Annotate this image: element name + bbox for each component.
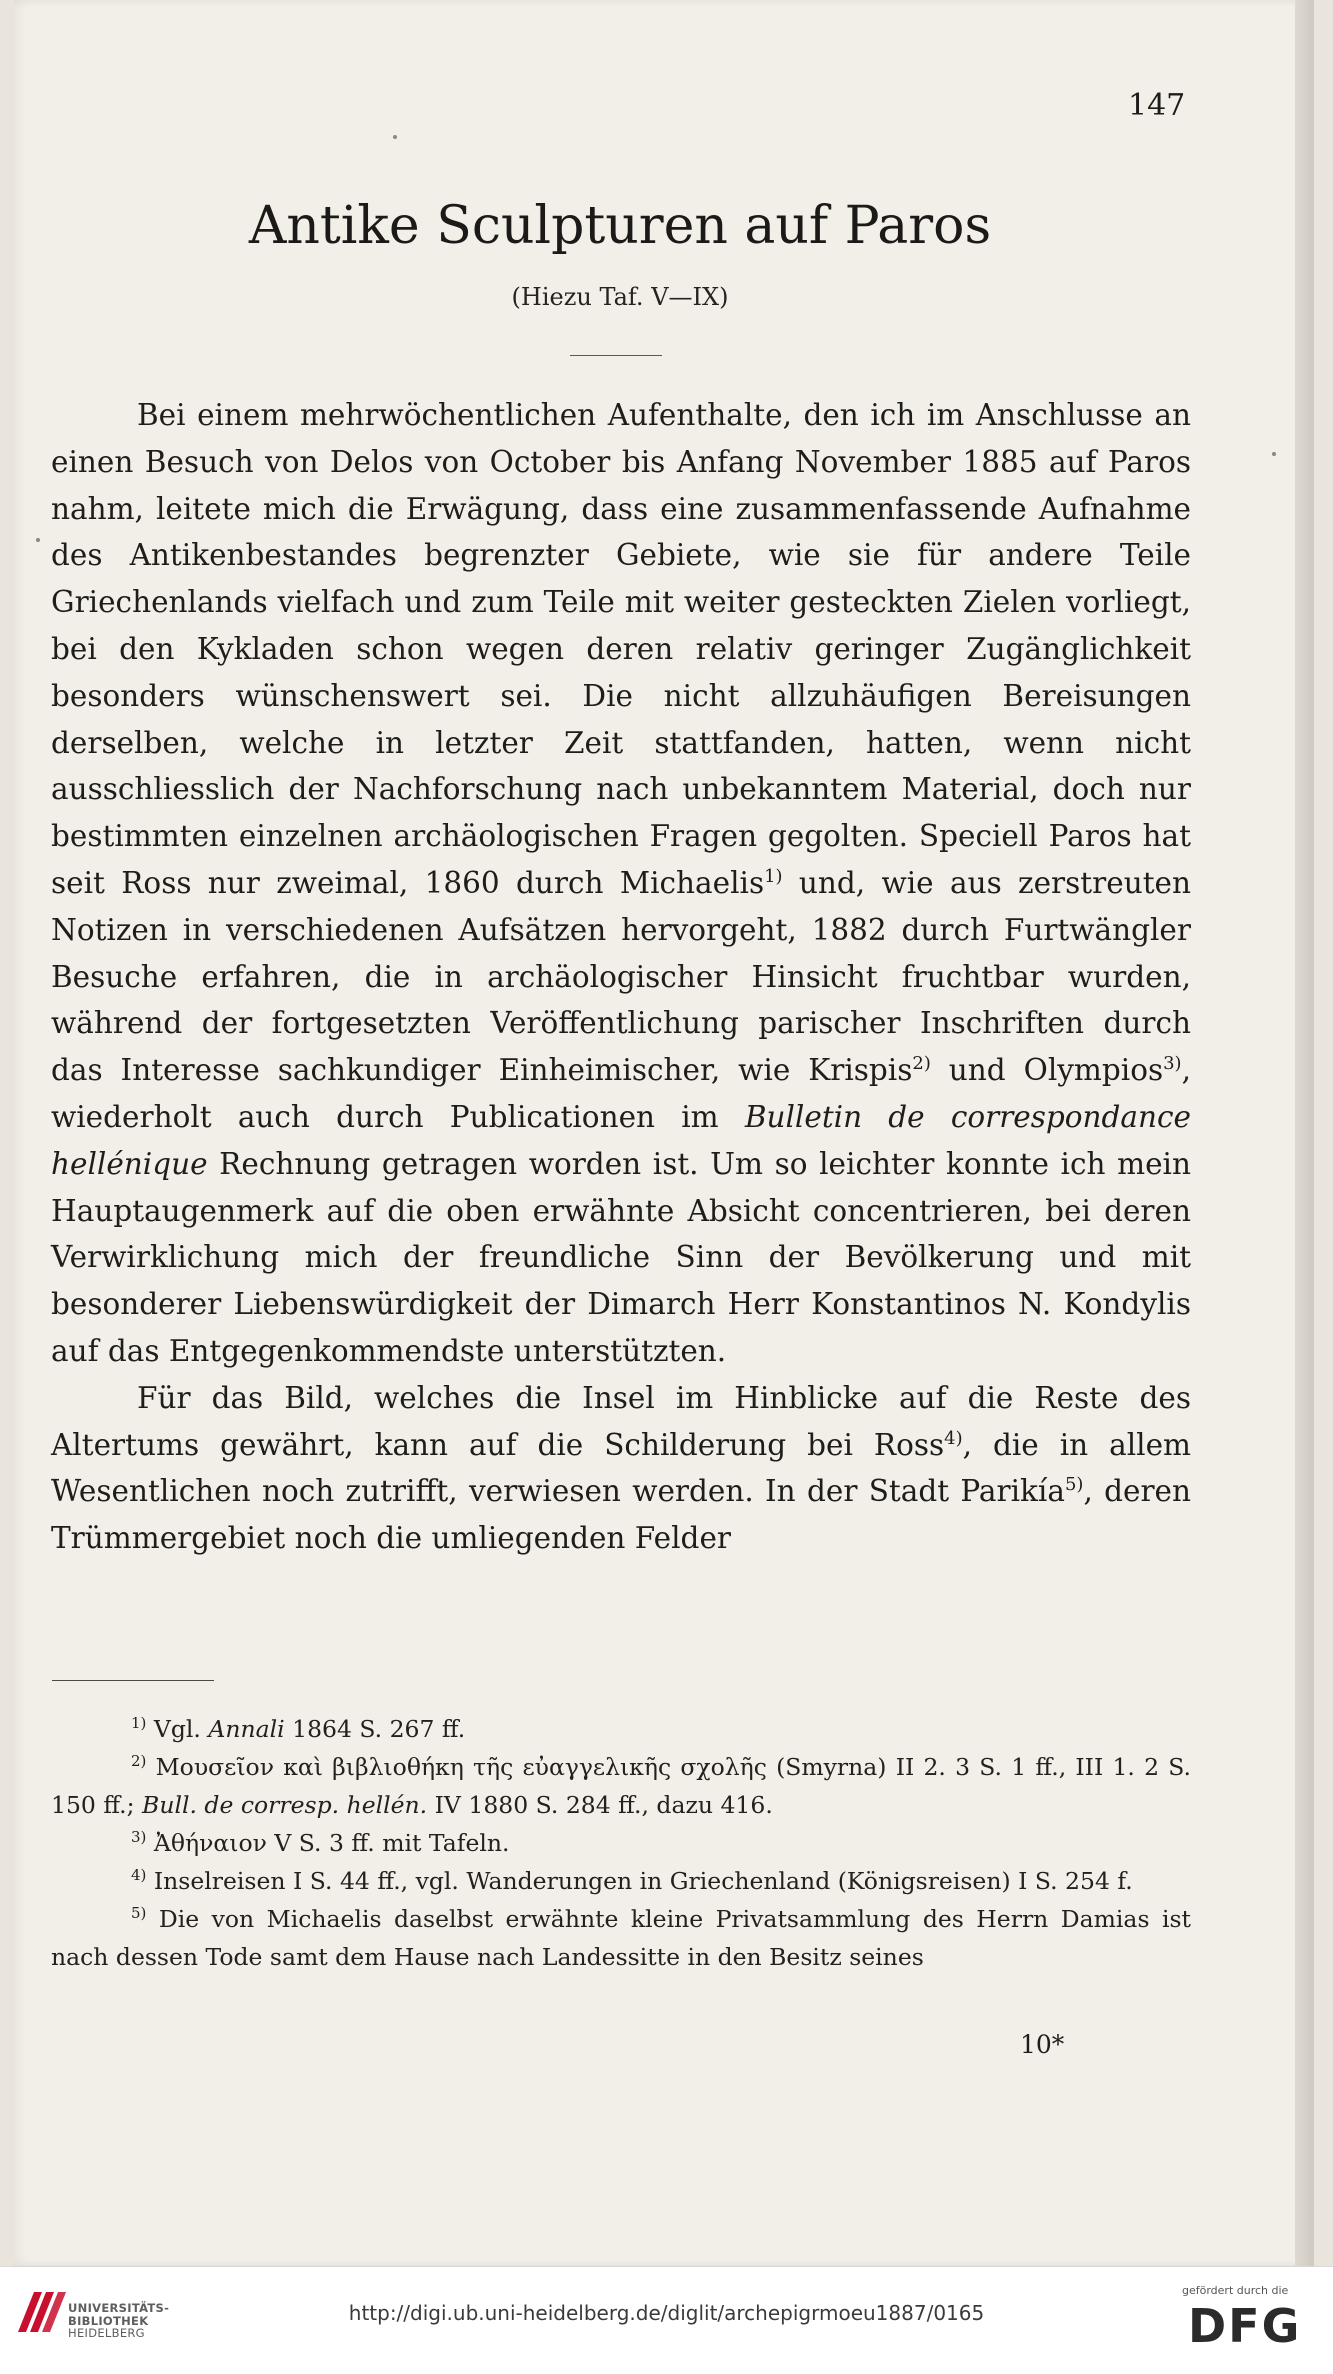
footnote	[51, 1900, 1191, 1976]
body-text-segment: Rechnung getragen worden ist. Um so leichter konnte ich mein Hauptaugenmerk auf die oben erwähnte Absicht concentrieren, bei deren Verwirklichung mich der freundliche Sinn der Bevölkerung und mit besonderer Liebenswürdigkeit der Dimarch Herr Konstantinos N. Kondylis auf das Entgegenkommendste unterstützten.	[51, 1146, 1191, 1368]
paper-speck	[1272, 452, 1276, 456]
page-number: 147	[1128, 88, 1186, 123]
body-text-segment: und Olympios	[930, 1053, 1164, 1088]
paper-speck	[393, 135, 397, 139]
page-subtitle: (Hiezu Taf. V—IX)	[511, 283, 729, 311]
footnote-italic: Annali	[208, 1715, 285, 1743]
footnote-text: Ἀθήναιον V S. 3 ff. mit Tafeln.	[146, 1829, 510, 1857]
body-text-segment: Für das Bild, welches die Insel im Hinblicke auf die Reste des Altertums gewährt, kann auf die Schilderung bei Ross	[51, 1380, 1191, 1462]
library-name-line: HEIDELBERG	[68, 2326, 145, 2340]
body-text-segment: , deren Trümmergebiet noch die umliegenden Felder	[51, 1474, 1192, 1556]
footnote-text: Μουσεῖον καὶ βιβλιοθήκη τῆς εὐαγγελικῆς σχολῆς (Smyrna) II 2. 3 S. 1 ff., III 1. 2 S. 150 ff.;	[51, 1753, 1191, 1819]
permalink-url[interactable]: http://digi.ub.uni-heidelberg.de/diglit/archepigrmoeu1887/0165	[348, 2301, 985, 2325]
footnote	[51, 1748, 1191, 1824]
footnote-mark: 1)	[131, 1714, 147, 1733]
body-text-segment: , die in allem Wesentlichen noch zutrifft, verwiesen werden. In der Stadt Parikía	[51, 1427, 1191, 1509]
footnote-mark: 2)	[131, 1752, 147, 1771]
footnote-rule	[52, 1680, 214, 1681]
footnote-reference: 5)	[1064, 1474, 1084, 1496]
footnotes	[51, 1710, 1191, 1976]
footnote	[51, 1710, 1191, 1748]
footnote-text: Die von Michaelis daselbst erwähnte kleine Privatsammlung des Herrn Damias ist nach dessen Tode samt dem Hause nach Landessitte in den Besitz seines	[51, 1905, 1191, 1971]
footnote-reference: 4)	[944, 1427, 963, 1449]
footnote-text: Vgl.	[146, 1715, 209, 1743]
footnote-reference: 2)	[912, 1053, 931, 1075]
page-edge	[1295, 0, 1314, 2266]
footnote-reference: 1)	[764, 866, 783, 888]
journal-title: Bulletin de correspondance hellénique	[51, 1099, 1191, 1181]
signature-mark: 10*	[1020, 2030, 1065, 2059]
body-paragraph	[51, 392, 1191, 1375]
page-title: Antike Sculpturen auf Paros	[248, 196, 992, 256]
paper-speck	[36, 538, 40, 542]
dfg-logo[interactable]: DFG	[1188, 2299, 1302, 2353]
footnote-italic: Bull. de corresp. hellén.	[142, 1791, 428, 1819]
body-text	[51, 392, 1191, 1562]
footnote-mark: 3)	[131, 1828, 147, 1847]
footnote-mark: 5)	[131, 1904, 147, 1923]
body-text-segment: Bei einem mehrwöchentlichen Aufenthalte, den ich im Anschlusse an einen Besuch von Delos von October bis Anfang November 1885 auf Paros nahm, leitete mich die Erwägung, dass eine zusammenfassende Aufnahme des Antikenbestandes begrenzter Gebiete, wie sie für andere Teile Griechenlands vielfach und zum Teile mit weiter gesteckten Zielen vorliegt, bei den Kykladen schon wegen deren relativ geringer Zugänglichkeit besonders wünschenswert sei. Die nicht allzuhäufigen Bereisungen derselben, welche in letzter Zeit stattfanden, hatten, wenn nicht ausschliesslich der Nachforschung nach unbekanntem Material, doch nur bestimmten einzelnen archäologischen Fragen gegolten. Speciell Paros hat seit Ross nur zweimal, 1860 durch Michaelis	[51, 398, 1191, 900]
title-rule	[570, 355, 662, 356]
footnote-mark: 4)	[131, 1866, 147, 1885]
library-name-line: BIBLIOTHEK	[68, 2313, 149, 2328]
body-paragraph	[51, 1375, 1191, 1562]
footnote	[51, 1862, 1191, 1900]
library-name-line: UNIVERSITÄTS-	[68, 2301, 170, 2315]
footnote	[51, 1824, 1191, 1862]
footnote-text: 1864 S. 267 ff.	[284, 1715, 466, 1743]
footnote-reference: 3)	[1163, 1053, 1182, 1075]
footnote-text: Inselreisen I S. 44 ff., vgl. Wanderungen in Griechenland (Königsreisen) I S. 254 f.	[146, 1867, 1133, 1895]
footnote-text: IV 1880 S. 284 ff., dazu 416.	[427, 1791, 773, 1819]
funded-by-label: gefördert durch die	[1182, 2284, 1289, 2297]
body-text-segment: und, wie aus zerstreuten Notizen in verschiedenen Aufsätzen hervorgeht, 1882 durch Furtwängler Besuche erfahren, die in archäologischer Hinsicht fruchtbar wurden, während der fortgesetzten Veröffentlichung parischer Inschriften durch das Interesse sachkundiger Einheimischer, wie Krispis	[51, 865, 1192, 1088]
body-text-segment: , wiederholt auch durch Publicationen im	[51, 1053, 1191, 1134]
